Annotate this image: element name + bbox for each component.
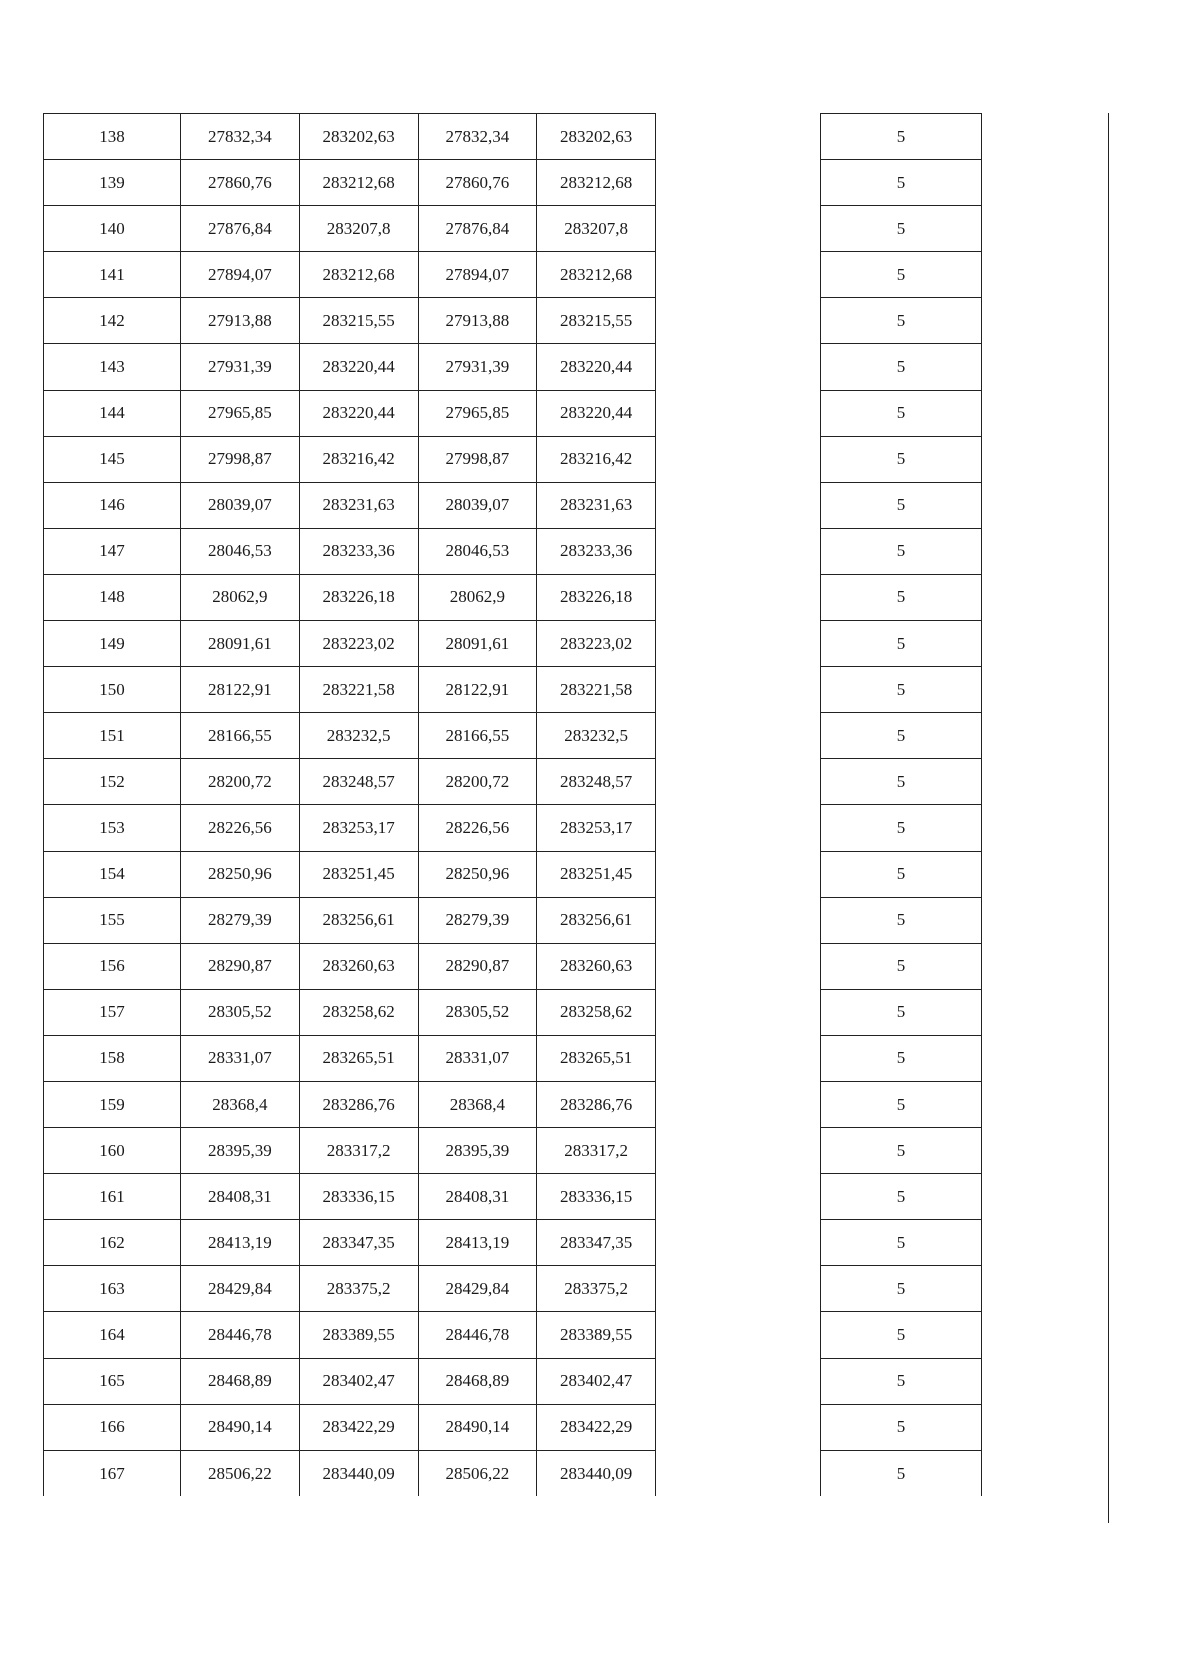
y-coordinate-cell: 283202,63 (299, 114, 418, 160)
width-value-cell: 5 (821, 667, 982, 713)
x-coordinate-cell: 28468,89 (181, 1358, 300, 1404)
x-coordinate-cell: 28368,4 (181, 1081, 300, 1127)
width-value-cell: 5 (821, 482, 982, 528)
point-number-cell: 158 (44, 1035, 181, 1081)
coordinates-table (43, 113, 656, 1496)
table-row (821, 1128, 982, 1174)
width-value-cell: 5 (821, 897, 982, 943)
table-row (821, 667, 982, 713)
table-row (821, 390, 982, 436)
x-coordinate-cell: 27832,34 (418, 114, 537, 160)
y-coordinate-cell: 283253,17 (299, 805, 418, 851)
x-coordinate-cell: 27860,76 (418, 160, 537, 206)
x-coordinate-cell: 27931,39 (418, 344, 537, 390)
table-row (821, 114, 982, 160)
x-coordinate-cell: 28039,07 (418, 482, 537, 528)
y-coordinate-cell: 283422,29 (537, 1404, 656, 1450)
table-row (821, 1450, 982, 1496)
x-coordinate-cell: 27913,88 (418, 298, 537, 344)
x-coordinate-cell: 28490,14 (418, 1404, 537, 1450)
x-coordinate-cell: 28413,19 (181, 1220, 300, 1266)
table-row (821, 1404, 982, 1450)
table-row (821, 851, 982, 897)
x-coordinate-cell: 28091,61 (181, 621, 300, 667)
x-coordinate-cell: 28395,39 (418, 1128, 537, 1174)
width-value-cell: 5 (821, 1312, 982, 1358)
x-coordinate-cell: 28200,72 (418, 759, 537, 805)
point-number-cell: 153 (44, 805, 181, 851)
y-coordinate-cell: 283232,5 (299, 713, 418, 759)
y-coordinate-cell: 283216,42 (299, 436, 418, 482)
y-coordinate-cell: 283212,68 (537, 160, 656, 206)
x-coordinate-cell: 28490,14 (181, 1404, 300, 1450)
y-coordinate-cell: 283212,68 (299, 160, 418, 206)
y-coordinate-cell: 283402,47 (537, 1358, 656, 1404)
x-coordinate-cell: 28290,87 (181, 943, 300, 989)
table-row (44, 114, 656, 160)
point-number-cell: 145 (44, 436, 181, 482)
y-coordinate-cell: 283215,55 (537, 298, 656, 344)
x-coordinate-cell: 27965,85 (418, 390, 537, 436)
table-row (821, 805, 982, 851)
x-coordinate-cell: 28506,22 (181, 1450, 300, 1496)
table-row (44, 1174, 656, 1220)
coordinates-table-body (44, 114, 656, 1497)
y-coordinate-cell: 283347,35 (537, 1220, 656, 1266)
table-row (44, 160, 656, 206)
point-number-cell: 155 (44, 897, 181, 943)
width-value-cell: 5 (821, 1174, 982, 1220)
table-row (821, 1220, 982, 1266)
width-value-cell: 5 (821, 1266, 982, 1312)
table-row (44, 298, 656, 344)
table-row (821, 989, 982, 1035)
x-coordinate-cell: 28166,55 (418, 713, 537, 759)
width-value-cell: 5 (821, 574, 982, 620)
y-coordinate-cell: 283231,63 (537, 482, 656, 528)
table-row (44, 1035, 656, 1081)
x-coordinate-cell: 28331,07 (181, 1035, 300, 1081)
y-coordinate-cell: 283256,61 (537, 897, 656, 943)
x-coordinate-cell: 28279,39 (418, 897, 537, 943)
x-coordinate-cell: 28408,31 (418, 1174, 537, 1220)
x-coordinate-cell: 28305,52 (181, 989, 300, 1035)
table-row (44, 390, 656, 436)
table-row (821, 943, 982, 989)
table-row (44, 574, 656, 620)
y-coordinate-cell: 283286,76 (537, 1081, 656, 1127)
point-number-cell: 149 (44, 621, 181, 667)
width-value-cell: 5 (821, 1450, 982, 1496)
width-value-cell: 5 (821, 436, 982, 482)
point-number-cell: 143 (44, 344, 181, 390)
x-coordinate-cell: 28446,78 (418, 1312, 537, 1358)
x-coordinate-cell: 28046,53 (418, 528, 537, 574)
x-coordinate-cell: 28413,19 (418, 1220, 537, 1266)
x-coordinate-cell: 27931,39 (181, 344, 300, 390)
table-row (44, 1128, 656, 1174)
table-row (821, 528, 982, 574)
table-row (44, 897, 656, 943)
x-coordinate-cell: 28122,91 (181, 667, 300, 713)
y-coordinate-cell: 283220,44 (537, 344, 656, 390)
y-coordinate-cell: 283215,55 (299, 298, 418, 344)
table-row (44, 206, 656, 252)
y-coordinate-cell: 283251,45 (537, 851, 656, 897)
x-coordinate-cell: 28429,84 (181, 1266, 300, 1312)
table-row (44, 805, 656, 851)
point-number-cell: 167 (44, 1450, 181, 1496)
point-number-cell: 148 (44, 574, 181, 620)
x-coordinate-cell: 27860,76 (181, 160, 300, 206)
y-coordinate-cell: 283347,35 (299, 1220, 418, 1266)
x-coordinate-cell: 28062,9 (181, 574, 300, 620)
table-row (44, 943, 656, 989)
y-coordinate-cell: 283221,58 (537, 667, 656, 713)
width-value-cell: 5 (821, 528, 982, 574)
point-number-cell: 162 (44, 1220, 181, 1266)
x-coordinate-cell: 28091,61 (418, 621, 537, 667)
table-row (821, 713, 982, 759)
table-row (821, 1174, 982, 1220)
table-row (821, 482, 982, 528)
x-coordinate-cell: 28506,22 (418, 1450, 537, 1496)
table-row (44, 759, 656, 805)
table-row (44, 1312, 656, 1358)
x-coordinate-cell: 27998,87 (181, 436, 300, 482)
y-coordinate-cell: 283251,45 (299, 851, 418, 897)
y-coordinate-cell: 283226,18 (299, 574, 418, 620)
y-coordinate-cell: 283422,29 (299, 1404, 418, 1450)
x-coordinate-cell: 27965,85 (181, 390, 300, 436)
width-value-cell: 5 (821, 160, 982, 206)
width-value-cell: 5 (821, 344, 982, 390)
x-coordinate-cell: 28290,87 (418, 943, 537, 989)
width-value-cell: 5 (821, 713, 982, 759)
point-number-cell: 138 (44, 114, 181, 160)
point-number-cell: 156 (44, 943, 181, 989)
table-row (821, 1266, 982, 1312)
table-row (44, 1358, 656, 1404)
x-coordinate-cell: 27876,84 (181, 206, 300, 252)
y-coordinate-cell: 283317,2 (537, 1128, 656, 1174)
x-coordinate-cell: 28446,78 (181, 1312, 300, 1358)
table-row (44, 436, 656, 482)
x-coordinate-cell: 27894,07 (181, 252, 300, 298)
point-number-cell: 164 (44, 1312, 181, 1358)
y-coordinate-cell: 283207,8 (299, 206, 418, 252)
width-value-cell: 5 (821, 943, 982, 989)
point-number-cell: 147 (44, 528, 181, 574)
width-value-cell: 5 (821, 114, 982, 160)
point-number-cell: 154 (44, 851, 181, 897)
width-table-body (821, 114, 982, 1497)
table-row (821, 1035, 982, 1081)
table-row (44, 989, 656, 1035)
x-coordinate-cell: 28200,72 (181, 759, 300, 805)
point-number-cell: 151 (44, 713, 181, 759)
point-number-cell: 152 (44, 759, 181, 805)
x-coordinate-cell: 27913,88 (181, 298, 300, 344)
point-number-cell: 160 (44, 1128, 181, 1174)
width-value-cell: 5 (821, 206, 982, 252)
width-value-cell: 5 (821, 390, 982, 436)
table-row (821, 621, 982, 667)
width-value-cell: 5 (821, 1035, 982, 1081)
table-row (44, 713, 656, 759)
y-coordinate-cell: 283375,2 (299, 1266, 418, 1312)
table-row (44, 621, 656, 667)
width-value-cell: 5 (821, 1358, 982, 1404)
y-coordinate-cell: 283220,44 (299, 344, 418, 390)
point-number-cell: 166 (44, 1404, 181, 1450)
y-coordinate-cell: 283258,62 (299, 989, 418, 1035)
x-coordinate-cell: 27876,84 (418, 206, 537, 252)
x-coordinate-cell: 28166,55 (181, 713, 300, 759)
y-coordinate-cell: 283389,55 (537, 1312, 656, 1358)
y-coordinate-cell: 283286,76 (299, 1081, 418, 1127)
table-row (44, 667, 656, 713)
y-coordinate-cell: 283258,62 (537, 989, 656, 1035)
width-value-cell: 5 (821, 1220, 982, 1266)
y-coordinate-cell: 283223,02 (299, 621, 418, 667)
table-row (821, 252, 982, 298)
x-coordinate-cell: 27894,07 (418, 252, 537, 298)
y-coordinate-cell: 283231,63 (299, 482, 418, 528)
x-coordinate-cell: 28046,53 (181, 528, 300, 574)
width-value-cell: 5 (821, 805, 982, 851)
y-coordinate-cell: 283265,51 (299, 1035, 418, 1081)
x-coordinate-cell: 28226,56 (418, 805, 537, 851)
y-coordinate-cell: 283375,2 (537, 1266, 656, 1312)
point-number-cell: 161 (44, 1174, 181, 1220)
y-coordinate-cell: 283248,57 (537, 759, 656, 805)
y-coordinate-cell: 283389,55 (299, 1312, 418, 1358)
x-coordinate-cell: 28226,56 (181, 805, 300, 851)
width-value-cell: 5 (821, 1404, 982, 1450)
point-number-cell: 163 (44, 1266, 181, 1312)
x-coordinate-cell: 28250,96 (418, 851, 537, 897)
x-coordinate-cell: 28039,07 (181, 482, 300, 528)
right-border-line (1108, 113, 1109, 1523)
table-row (821, 574, 982, 620)
x-coordinate-cell: 28305,52 (418, 989, 537, 1035)
x-coordinate-cell: 28062,9 (418, 574, 537, 620)
point-number-cell: 144 (44, 390, 181, 436)
y-coordinate-cell: 283220,44 (299, 390, 418, 436)
point-number-cell: 140 (44, 206, 181, 252)
table-row (821, 298, 982, 344)
y-coordinate-cell: 283440,09 (299, 1450, 418, 1496)
width-value-cell: 5 (821, 759, 982, 805)
table-row (44, 1404, 656, 1450)
width-value-cell: 5 (821, 989, 982, 1035)
y-coordinate-cell: 283260,63 (537, 943, 656, 989)
width-value-cell: 5 (821, 851, 982, 897)
table-row (44, 1220, 656, 1266)
y-coordinate-cell: 283223,02 (537, 621, 656, 667)
table-row (44, 344, 656, 390)
y-coordinate-cell: 283233,36 (299, 528, 418, 574)
point-number-cell: 150 (44, 667, 181, 713)
width-table (820, 113, 982, 1496)
table-row (44, 1450, 656, 1496)
x-coordinate-cell: 28368,4 (418, 1081, 537, 1127)
width-value-cell: 5 (821, 1081, 982, 1127)
y-coordinate-cell: 283336,15 (299, 1174, 418, 1220)
point-number-cell: 141 (44, 252, 181, 298)
table-row (821, 1081, 982, 1127)
table-row (44, 252, 656, 298)
y-coordinate-cell: 283317,2 (299, 1128, 418, 1174)
y-coordinate-cell: 283202,63 (537, 114, 656, 160)
x-coordinate-cell: 28429,84 (418, 1266, 537, 1312)
point-number-cell: 146 (44, 482, 181, 528)
table-row (44, 1081, 656, 1127)
y-coordinate-cell: 283220,44 (537, 390, 656, 436)
y-coordinate-cell: 283232,5 (537, 713, 656, 759)
y-coordinate-cell: 283253,17 (537, 805, 656, 851)
y-coordinate-cell: 283248,57 (299, 759, 418, 805)
y-coordinate-cell: 283402,47 (299, 1358, 418, 1404)
point-number-cell: 142 (44, 298, 181, 344)
width-value-cell: 5 (821, 252, 982, 298)
table-row (821, 206, 982, 252)
table-row (44, 528, 656, 574)
x-coordinate-cell: 28408,31 (181, 1174, 300, 1220)
point-number-cell: 159 (44, 1081, 181, 1127)
y-coordinate-cell: 283260,63 (299, 943, 418, 989)
width-value-cell: 5 (821, 1128, 982, 1174)
point-number-cell: 157 (44, 989, 181, 1035)
table-row (821, 1312, 982, 1358)
x-coordinate-cell: 28250,96 (181, 851, 300, 897)
table-row (44, 1266, 656, 1312)
x-coordinate-cell: 27998,87 (418, 436, 537, 482)
y-coordinate-cell: 283226,18 (537, 574, 656, 620)
x-coordinate-cell: 28122,91 (418, 667, 537, 713)
x-coordinate-cell: 27832,34 (181, 114, 300, 160)
table-row (44, 482, 656, 528)
width-value-cell: 5 (821, 621, 982, 667)
x-coordinate-cell: 28279,39 (181, 897, 300, 943)
table-row (821, 759, 982, 805)
y-coordinate-cell: 283212,68 (537, 252, 656, 298)
x-coordinate-cell: 28395,39 (181, 1128, 300, 1174)
table-row (821, 897, 982, 943)
table-row (821, 160, 982, 206)
y-coordinate-cell: 283212,68 (299, 252, 418, 298)
width-value-cell: 5 (821, 298, 982, 344)
y-coordinate-cell: 283207,8 (537, 206, 656, 252)
table-row (821, 344, 982, 390)
x-coordinate-cell: 28331,07 (418, 1035, 537, 1081)
table-row (821, 1358, 982, 1404)
table-row (44, 851, 656, 897)
y-coordinate-cell: 283216,42 (537, 436, 656, 482)
y-coordinate-cell: 283336,15 (537, 1174, 656, 1220)
y-coordinate-cell: 283221,58 (299, 667, 418, 713)
y-coordinate-cell: 283440,09 (537, 1450, 656, 1496)
y-coordinate-cell: 283265,51 (537, 1035, 656, 1081)
point-number-cell: 165 (44, 1358, 181, 1404)
y-coordinate-cell: 283256,61 (299, 897, 418, 943)
y-coordinate-cell: 283233,36 (537, 528, 656, 574)
point-number-cell: 139 (44, 160, 181, 206)
table-row (821, 436, 982, 482)
x-coordinate-cell: 28468,89 (418, 1358, 537, 1404)
